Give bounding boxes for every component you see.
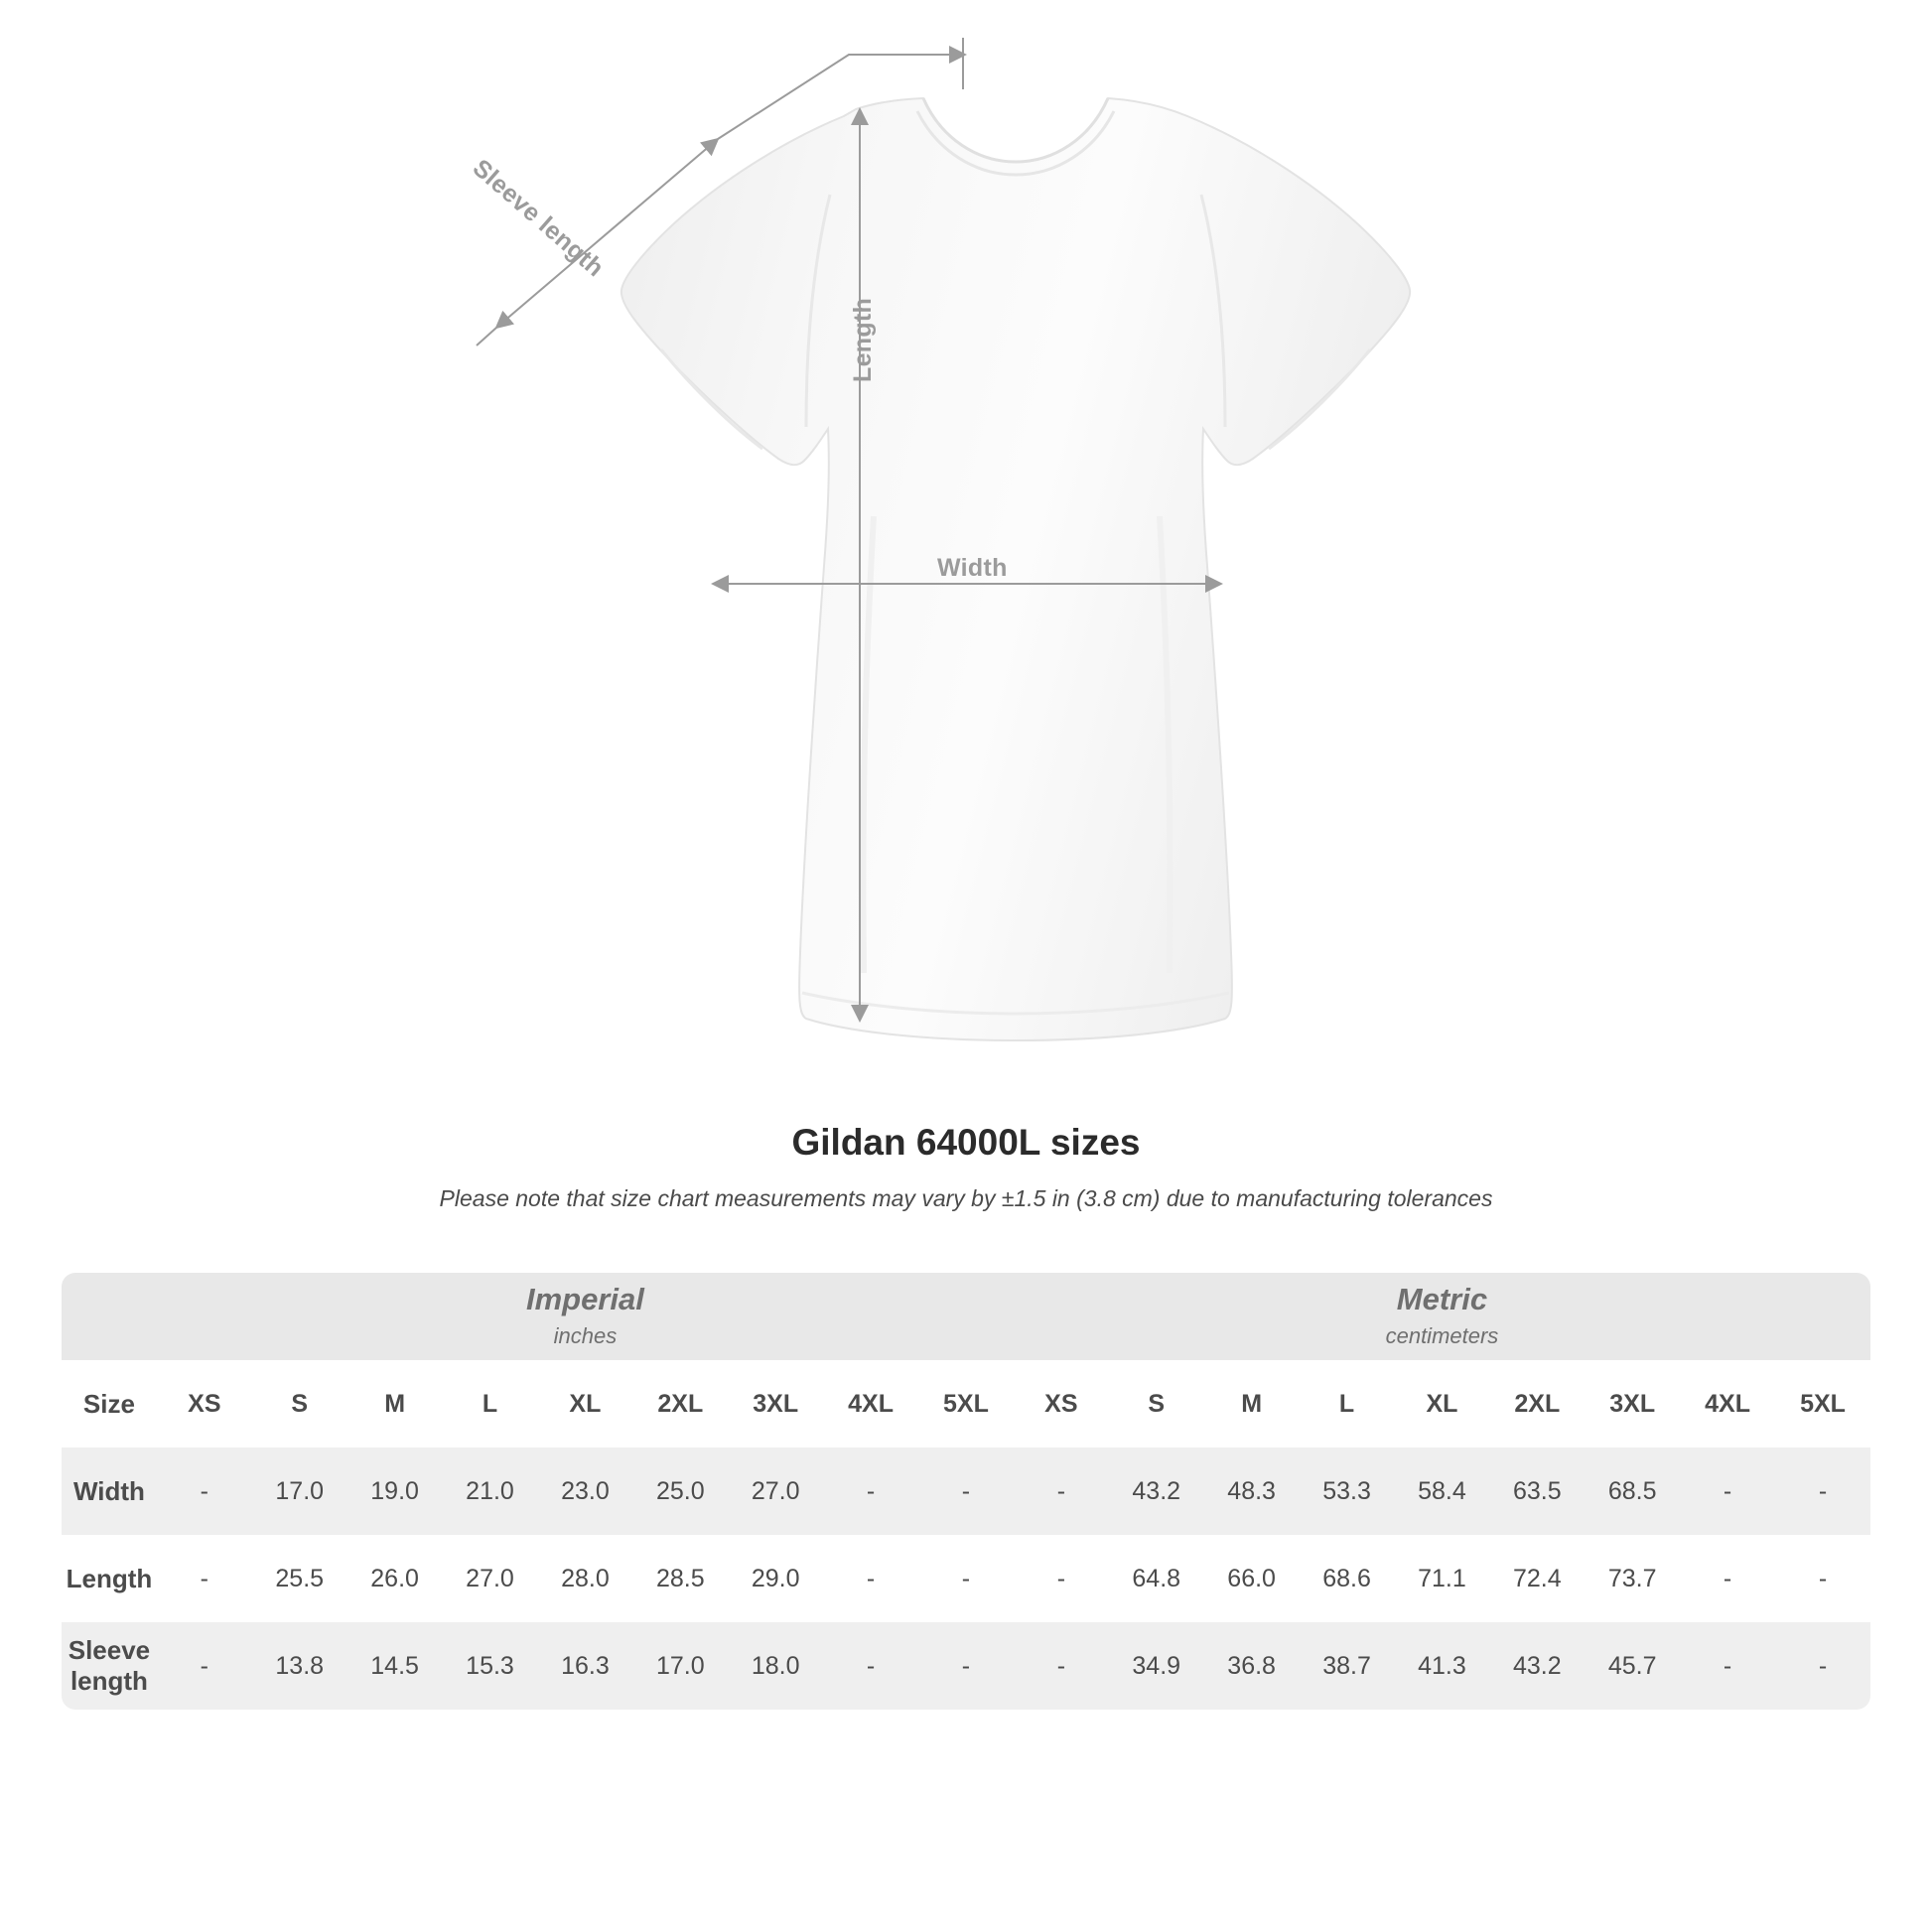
- unit-header-row: [62, 1273, 1870, 1360]
- unit-sub-metric: centimeters: [1385, 1322, 1499, 1348]
- cell-sleeve-imperial-4xl: -: [823, 1622, 918, 1710]
- size-header-imperial-m: M: [347, 1360, 443, 1448]
- unit-name-metric: Metric: [1396, 1282, 1488, 1317]
- title-block: [0, 1122, 1932, 1212]
- cell-width-imperial-5xl: -: [918, 1448, 1014, 1535]
- size-table: [62, 1273, 1870, 1710]
- unit-sub-imperial: inches: [553, 1322, 618, 1348]
- size-table-body: [62, 1273, 1870, 1710]
- size-header-metric-s: S: [1109, 1360, 1204, 1448]
- page-title: Gildan 64000L sizes: [791, 1122, 1141, 1163]
- size-header-imperial-3xl: 3XL: [728, 1360, 823, 1448]
- tshirt-shape: [621, 98, 1410, 1040]
- cell-width-metric-3xl: 68.5: [1585, 1448, 1680, 1535]
- unit-header-imperial: [157, 1273, 1014, 1360]
- cell-length-metric-xl: 71.1: [1394, 1535, 1489, 1622]
- cell-length-metric-5xl: -: [1775, 1535, 1870, 1622]
- size-header-imperial-4xl: 4XL: [823, 1360, 918, 1448]
- table-row: [62, 1535, 1870, 1622]
- size-header-metric-2xl: 2XL: [1489, 1360, 1585, 1448]
- cell-width-imperial-3xl: 27.0: [728, 1448, 823, 1535]
- cell-sleeve-metric-4xl: -: [1680, 1622, 1775, 1710]
- cell-length-imperial-xl: 28.0: [537, 1535, 632, 1622]
- cell-length-imperial-3xl: 29.0: [728, 1535, 823, 1622]
- cell-length-imperial-l: 27.0: [443, 1535, 538, 1622]
- size-header-imperial-xl: XL: [537, 1360, 632, 1448]
- cell-length-imperial-m: 26.0: [347, 1535, 443, 1622]
- size-header-metric-xl: XL: [1394, 1360, 1489, 1448]
- cell-sleeve-imperial-s: 13.8: [252, 1622, 347, 1710]
- cell-width-imperial-4xl: -: [823, 1448, 918, 1535]
- cell-width-metric-l: 53.3: [1300, 1448, 1395, 1535]
- cell-length-imperial-5xl: -: [918, 1535, 1014, 1622]
- size-header-metric-xs: XS: [1014, 1360, 1109, 1448]
- tolerance-note: Please note that size chart measurements may vary by ±1.5 in (3.8 cm) due to manufacturing tolerances: [439, 1185, 1493, 1211]
- cell-sleeve-metric-5xl: -: [1775, 1622, 1870, 1710]
- cell-length-metric-3xl: 73.7: [1585, 1535, 1680, 1622]
- cell-sleeve-imperial-xl: 16.3: [537, 1622, 632, 1710]
- cell-sleeve-imperial-xs: -: [157, 1622, 252, 1710]
- cell-length-metric-xs: -: [1014, 1535, 1109, 1622]
- cell-width-metric-xl: 58.4: [1394, 1448, 1489, 1535]
- cell-sleeve-metric-xs: -: [1014, 1622, 1109, 1710]
- size-header-metric-4xl: 4XL: [1680, 1360, 1775, 1448]
- cell-sleeve-imperial-l: 15.3: [443, 1622, 538, 1710]
- cell-length-imperial-4xl: -: [823, 1535, 918, 1622]
- size-header-imperial-s: S: [252, 1360, 347, 1448]
- size-header-metric-m: M: [1204, 1360, 1300, 1448]
- row-label-length: Length: [62, 1535, 157, 1622]
- cell-sleeve-metric-xl: 41.3: [1394, 1622, 1489, 1710]
- sleeve-length-dimension-label: Sleeve length: [467, 154, 610, 283]
- cell-width-metric-5xl: -: [1775, 1448, 1870, 1535]
- row-label-sleeve-length: Sleeve length: [62, 1622, 157, 1710]
- size-header-imperial-5xl: 5XL: [918, 1360, 1014, 1448]
- size-header-row: [62, 1360, 1870, 1448]
- size-header-metric-l: L: [1300, 1360, 1395, 1448]
- cell-length-imperial-s: 25.5: [252, 1535, 347, 1622]
- cell-sleeve-imperial-5xl: -: [918, 1622, 1014, 1710]
- cell-length-metric-l: 68.6: [1300, 1535, 1395, 1622]
- cell-width-metric-m: 48.3: [1204, 1448, 1300, 1535]
- row-label-width: Width: [62, 1448, 157, 1535]
- cell-sleeve-metric-l: 38.7: [1300, 1622, 1395, 1710]
- cell-width-imperial-xs: -: [157, 1448, 252, 1535]
- size-header-metric-5xl: 5XL: [1775, 1360, 1870, 1448]
- size-header-metric-3xl: 3XL: [1585, 1360, 1680, 1448]
- unit-header-metric: [1014, 1273, 1870, 1360]
- cell-length-metric-m: 66.0: [1204, 1535, 1300, 1622]
- cell-sleeve-imperial-3xl: 18.0: [728, 1622, 823, 1710]
- table-row: [62, 1448, 1870, 1535]
- size-header-imperial-xs: XS: [157, 1360, 252, 1448]
- cell-width-imperial-l: 21.0: [443, 1448, 538, 1535]
- size-table-wrapper: [62, 1273, 1870, 1710]
- cell-width-metric-2xl: 63.5: [1489, 1448, 1585, 1535]
- cell-width-imperial-s: 17.0: [252, 1448, 347, 1535]
- cell-width-imperial-xl: 23.0: [537, 1448, 632, 1535]
- cell-width-imperial-m: 19.0: [347, 1448, 443, 1535]
- cell-length-imperial-2xl: 28.5: [632, 1535, 728, 1622]
- cell-sleeve-metric-3xl: 45.7: [1585, 1622, 1680, 1710]
- cell-width-metric-s: 43.2: [1109, 1448, 1204, 1535]
- cell-sleeve-imperial-m: 14.5: [347, 1622, 443, 1710]
- cell-sleeve-metric-2xl: 43.2: [1489, 1622, 1585, 1710]
- table-row: [62, 1622, 1870, 1710]
- length-dimension-label: Length: [849, 297, 877, 382]
- size-header-imperial-2xl: 2XL: [632, 1360, 728, 1448]
- cell-length-metric-4xl: -: [1680, 1535, 1775, 1622]
- cell-width-metric-xs: -: [1014, 1448, 1109, 1535]
- size-header-imperial-l: L: [443, 1360, 538, 1448]
- cell-length-metric-s: 64.8: [1109, 1535, 1204, 1622]
- unit-header-spacer: [62, 1273, 157, 1360]
- unit-name-imperial: Imperial: [525, 1282, 644, 1317]
- cell-width-metric-4xl: -: [1680, 1448, 1775, 1535]
- cell-sleeve-metric-s: 34.9: [1109, 1622, 1204, 1710]
- width-dimension-label: Width: [937, 554, 1008, 582]
- cell-width-imperial-2xl: 25.0: [632, 1448, 728, 1535]
- cell-sleeve-metric-m: 36.8: [1204, 1622, 1300, 1710]
- cell-length-metric-2xl: 72.4: [1489, 1535, 1585, 1622]
- cell-sleeve-imperial-2xl: 17.0: [632, 1622, 728, 1710]
- size-header-label: Size: [62, 1360, 157, 1448]
- cell-length-imperial-xs: -: [157, 1535, 252, 1622]
